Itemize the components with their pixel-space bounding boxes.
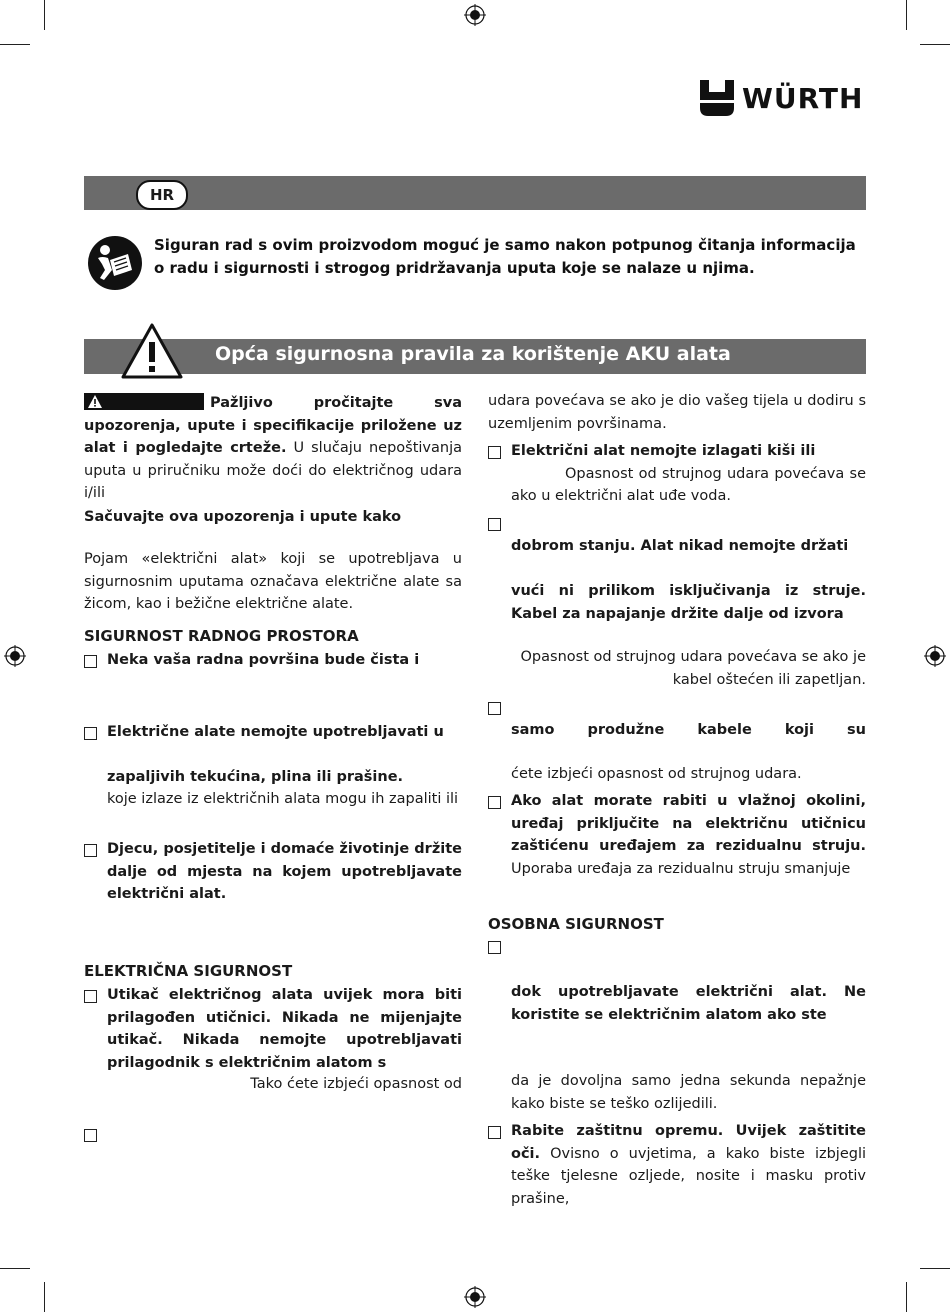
right-item-1: udara povećava se ako je dio vašeg tijela u dodiru s uzemljenim površinama.: [488, 393, 866, 432]
bullet-checkbox: [84, 655, 97, 668]
registration-mark-icon: [464, 1286, 486, 1308]
crop-mark: [0, 1268, 30, 1269]
term-definition: Pojam «električni alat» koji se upotrebljava u sigurnosnim uputama označava električne alate sa žicom, kao i bežične električne alate.: [84, 551, 462, 612]
personal-item-2: [511, 1120, 866, 1210]
wurth-logo: [700, 80, 863, 116]
registration-mark-icon: [4, 645, 26, 667]
personal-item-2-normal: Ovisno o uvjetima, a kako biste izbjegli teške tjelesne ozljede, nosite i masku protiv prašine,: [511, 1145, 866, 1207]
bullet-checkbox: [84, 727, 97, 740]
warning-label-box: [84, 393, 204, 410]
workplace-item-1: Neka vaša radna površina bude čista i: [107, 652, 420, 668]
intro-notice: Siguran rad s ovim proizvodom moguć je samo nakon potpunog čitanja informacija o radu i sigurnosti i strogog pridržavanja uputa koje se nalaze u njima.: [154, 236, 856, 277]
bullet-checkbox: [84, 1129, 97, 1142]
warning-triangle-icon: [120, 322, 184, 380]
read-manual-icon: [88, 236, 142, 290]
brand-name: WÜRTH: [742, 81, 864, 115]
language-bar: [84, 176, 866, 210]
right-item-5: [511, 790, 866, 880]
crop-mark: [920, 44, 950, 45]
electric-item-1: Utikač električnog alata uvijek mora biti prilagođen utičnici. Nikada ne mijenjajte utikač. Nikada nemojte upotrebljavati prilagodnik s električnim alatom s: [107, 987, 462, 1071]
section-title: Opća sigurnosna pravila za korištenje AKU alata: [215, 343, 731, 365]
personal-heading: OSOBNA SIGURNOST: [488, 915, 664, 933]
crop-mark: [0, 44, 30, 45]
language-badge: HR: [136, 180, 188, 210]
right-item-5-normal: Uporaba uređaja za rezidualnu struju smanjuje: [511, 860, 851, 877]
warning-bold-text: Pažljivo pročitajte sva upozorenja, upute i specifikacije priložene uz alat i pogledajte crteže.: [84, 395, 462, 456]
warning-normal-text: U slučaju nepoštivanja uputa u priručniku može doći do električnog udara i/ili: [84, 440, 462, 501]
bullet-checkbox: [84, 844, 97, 857]
electric-item-1-note: Tako ćete izbjeći opasnost od: [250, 1076, 462, 1092]
crop-mark: [44, 1282, 45, 1312]
right-item-4b: ćete izbjeći opasnost od strujnog udara.: [511, 766, 802, 782]
workplace-item-3: Djecu, posjetitelje i domaće životinje držite dalje od mjesta na kojem upotrebljavate električni alat.: [107, 841, 462, 902]
right-item-2-bold: Električni alat nemojte izlagati kiši ili: [511, 443, 816, 459]
bullet-checkbox: [488, 941, 501, 954]
right-item-3b: vući ni prilikom isključivanja iz struje. Kabel za napajanje držite dalje od izvora: [511, 583, 866, 622]
wurth-logo-icon: [700, 80, 734, 116]
workplace-heading: SIGURNOST RADNOG PROSTORA: [84, 627, 359, 645]
personal-item-2-bold: Rabite zaštitnu opremu. Uvijek zaštitite oči.: [511, 1123, 866, 1162]
right-item-2: [511, 440, 866, 508]
workplace-item-2-cont: zapaljivih tekućina, plina ili prašine.: [107, 769, 404, 785]
right-item-5-bold: Ako alat morate rabiti u vlažnoj okolini, uređaj priključite na električnu utičnicu zaštićenu uređajem za rezidualnu struju.: [511, 793, 866, 854]
warning-paragraph: [84, 392, 462, 505]
workplace-item-2: Električne alate nemojte upotrebljavati u: [107, 724, 444, 740]
bullet-checkbox: [488, 796, 501, 809]
bullet-checkbox: [488, 446, 501, 459]
right-item-3c: Opasnost od strujnog udara povećava se ako je kabel oštećen ili zapetljan.: [520, 649, 866, 688]
bullet-checkbox: [488, 518, 501, 531]
right-item-2-normal: Opasnost od strujnog udara povećava se ako u električni alat uđe voda.: [511, 465, 866, 504]
right-item-3a: dobrom stanju. Alat nikad nemojte držati: [511, 538, 849, 554]
workplace-item-2-note: koje izlaze iz električnih alata mogu ih zapaliti ili: [107, 791, 459, 807]
crop-mark: [906, 0, 907, 30]
crop-mark: [44, 0, 45, 30]
save-instructions: Sačuvajte ova upozorenja i upute kako: [84, 509, 402, 525]
bullet-checkbox: [488, 1126, 501, 1139]
electric-heading: ELEKTRIČNA SIGURNOST: [84, 962, 293, 980]
warning-small-icon: [88, 395, 102, 408]
registration-mark-icon: [464, 4, 486, 26]
personal-item-1: dok upotrebljavate električni alat. Ne koristite se električnim alatom ako ste: [511, 984, 866, 1023]
registration-mark-icon: [924, 645, 946, 667]
bullet-checkbox: [84, 990, 97, 1003]
crop-mark: [906, 1282, 907, 1312]
crop-mark: [920, 1268, 950, 1269]
right-item-4a: samo produžne kabele koji su: [511, 722, 866, 738]
bullet-checkbox: [488, 702, 501, 715]
personal-item-1-note: da je dovoljna samo jedna sekunda nepažnje kako biste se teško ozlijedili.: [511, 1073, 866, 1112]
